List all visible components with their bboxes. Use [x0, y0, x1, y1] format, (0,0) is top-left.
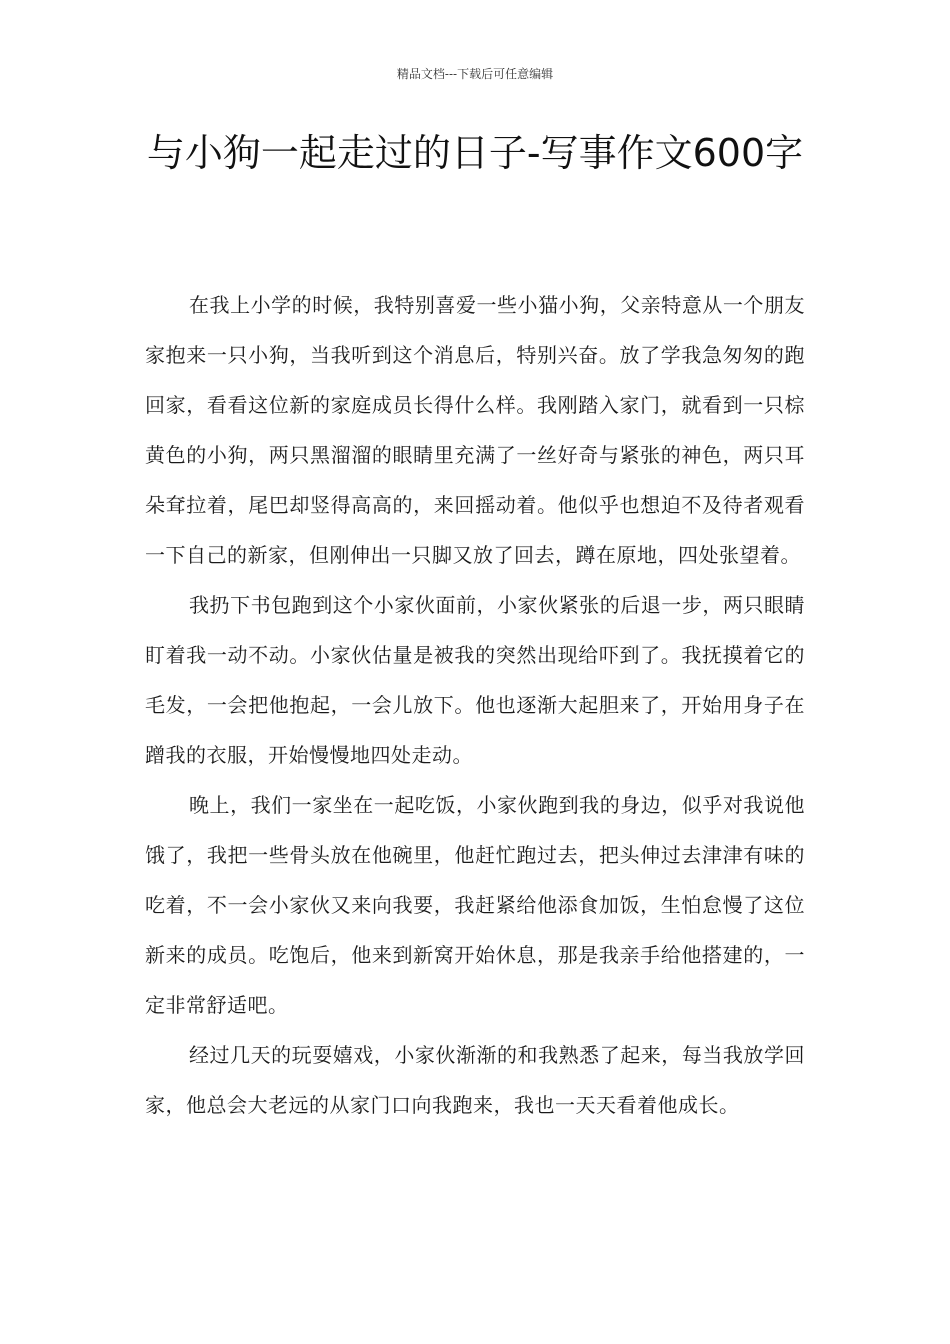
paragraph-1: 在我上小学的时候，我特别喜爱一些小猫小狗，父亲特意从一个朋友家抱来一只小狗，当我听到这个消息后，特别兴奋。放了学我急匆匆的跑回家，看看这位新的家庭成员长得什么样。我刚踏入家门，就看到一只棕黄色的小狗，两只黑溜溜的眼睛里充满了一丝好奇与紧张的神色，两只耳朵耷拉着，尾巴却竖得高高的，来回摇动着。他似乎也想迫不及待者观看一下自己的新家，但刚伸出一只脚又放了回去，蹲在原地，四处张望着。	[145, 293, 805, 567]
paragraph-2: 我扔下书包跑到这个小家伙面前，小家伙紧张的后退一步，两只眼睛盯着我一动不动。小家伙估量是被我的突然出现给吓到了。我抚摸着它的毛发，一会把他抱起，一会儿放下。他也逐渐大起胆来了，开始用身子在蹭我的衣服，开始慢慢地四处走动。	[145, 593, 805, 767]
paragraph-3: 晚上，我们一家坐在一起吃饭，小家伙跑到我的身边，似乎对我说他饿了，我把一些骨头放在他碗里，他赶忙跑过去，把头伸过去津津有味的吃着，不一会小家伙又来向我要，我赶紧给他添食加饭，生怕怠慢了这位新来的成员。吃饱后，他来到新窝开始休息，那是我亲手给他搭建的，一定非常舒适吧。	[145, 793, 805, 1017]
paragraph-4: 经过几天的玩耍嬉戏，小家伙渐渐的和我熟悉了起来，每当我放学回家，他总会大老远的从家门口向我跑来，我也一天天看着他成长。	[145, 1043, 805, 1117]
page-header-note: 精品文档---下载后可任意编辑	[396, 67, 554, 81]
document-body	[145, 280, 805, 1130]
document-title: 与小狗一起走过的日子-写事作文600字	[146, 131, 804, 175]
